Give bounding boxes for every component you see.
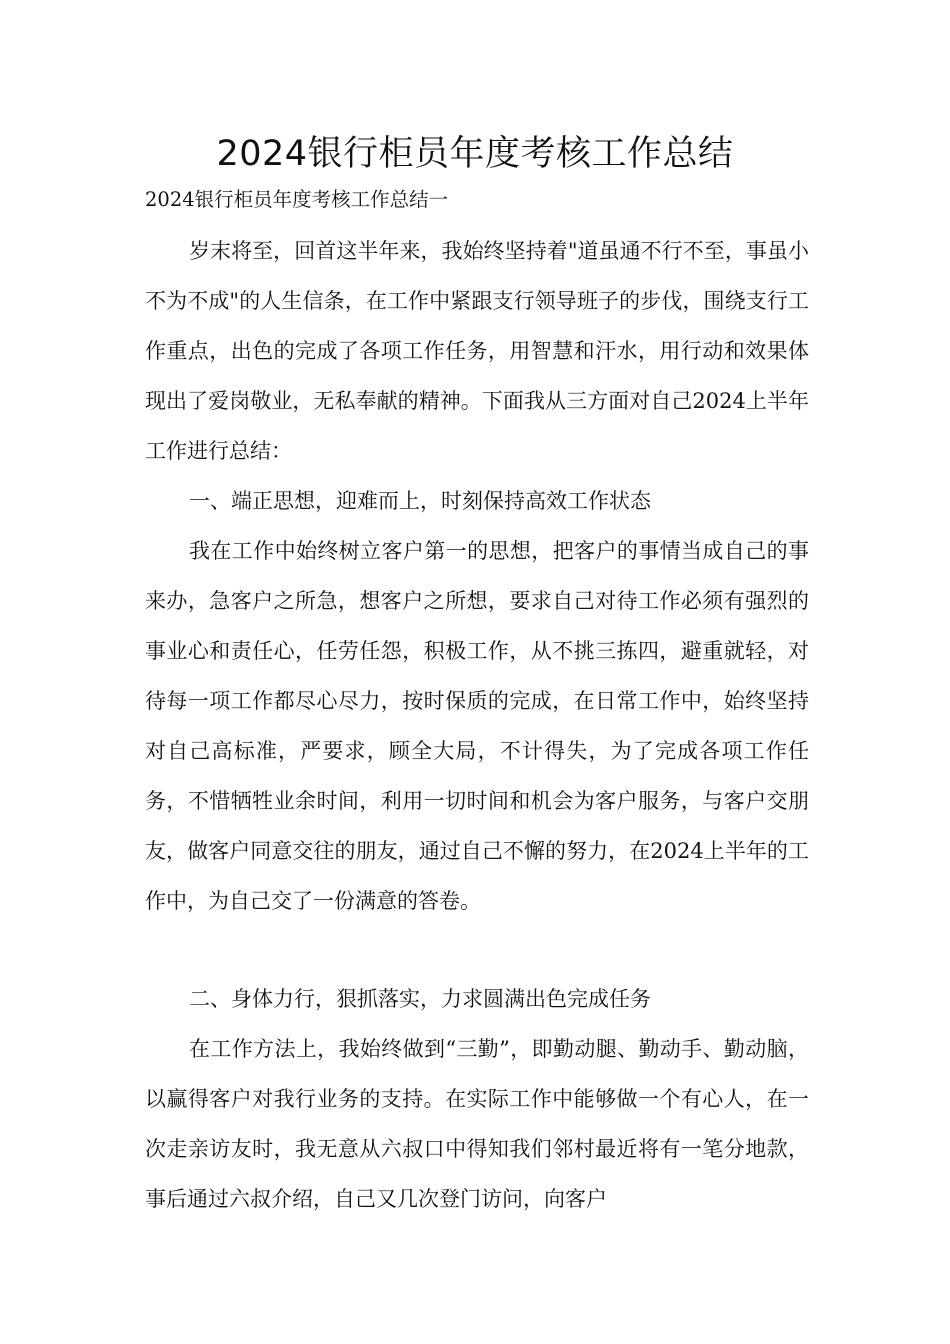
section-2-heading: 二、身体力行，狠抓落实，力求圆满出色完成任务 <box>189 987 651 1011</box>
document-subtitle: 2024银行柜员年度考核工作总结一 <box>145 188 449 211</box>
section-1-paragraph: 我在工作中始终树立客户第一的思想，把客户的事情当成自己的事来办，急客户之所急，想客户之所想，要求自己对待工作必须有强烈的事业心和责任心，任劳任怨，积极工作，从不挑三拣四，避重就轻，对待每一项工作都尽心尽力，按时保质的完成，在日常工作中，始终坚持对自己高标准，严要求，顾全大局，不计得失，为了完成各项工作任务，不惜牺牲业余时间，利用一切时间和机会为客户服务，与客户交朋友，做客户同意交往的朋友，通过自己不懈的努力，在2024上半年的工作中，为自己交了一份满意的答卷。 <box>145 539 809 913</box>
section-2-paragraph: 在工作方法上，我始终做到“三勤”，即勤动腿、勤动手、勤动脑，以赢得客户对我行业务的支持。在实际工作中能够做一个有心人，在一次走亲访友时，我无意从六叔口中得知我们邻村最近将有一笔分地款，事后通过六叔介绍，自己又几次登门访问，向客户 <box>145 1037 809 1211</box>
document-title: 2024银行柜员年度考核工作总结 <box>216 134 734 174</box>
intro-paragraph: 岁末将至，回首这半年来，我始终坚持着"道虽通不行不至，事虽小不为不成"的人生信条，在工作中紧跟支行领导班子的步伐，围绕支行工作重点，出色的完成了各项工作任务，用智慧和汗水，用行动和效果体现出了爱岗敬业，无私奉献的精神。下面我从三方面对自己2024上半年工作进行总结： <box>145 239 809 463</box>
section-1-heading: 一、端正思想，迎难而上，时刻保持高效工作状态 <box>189 489 651 513</box>
